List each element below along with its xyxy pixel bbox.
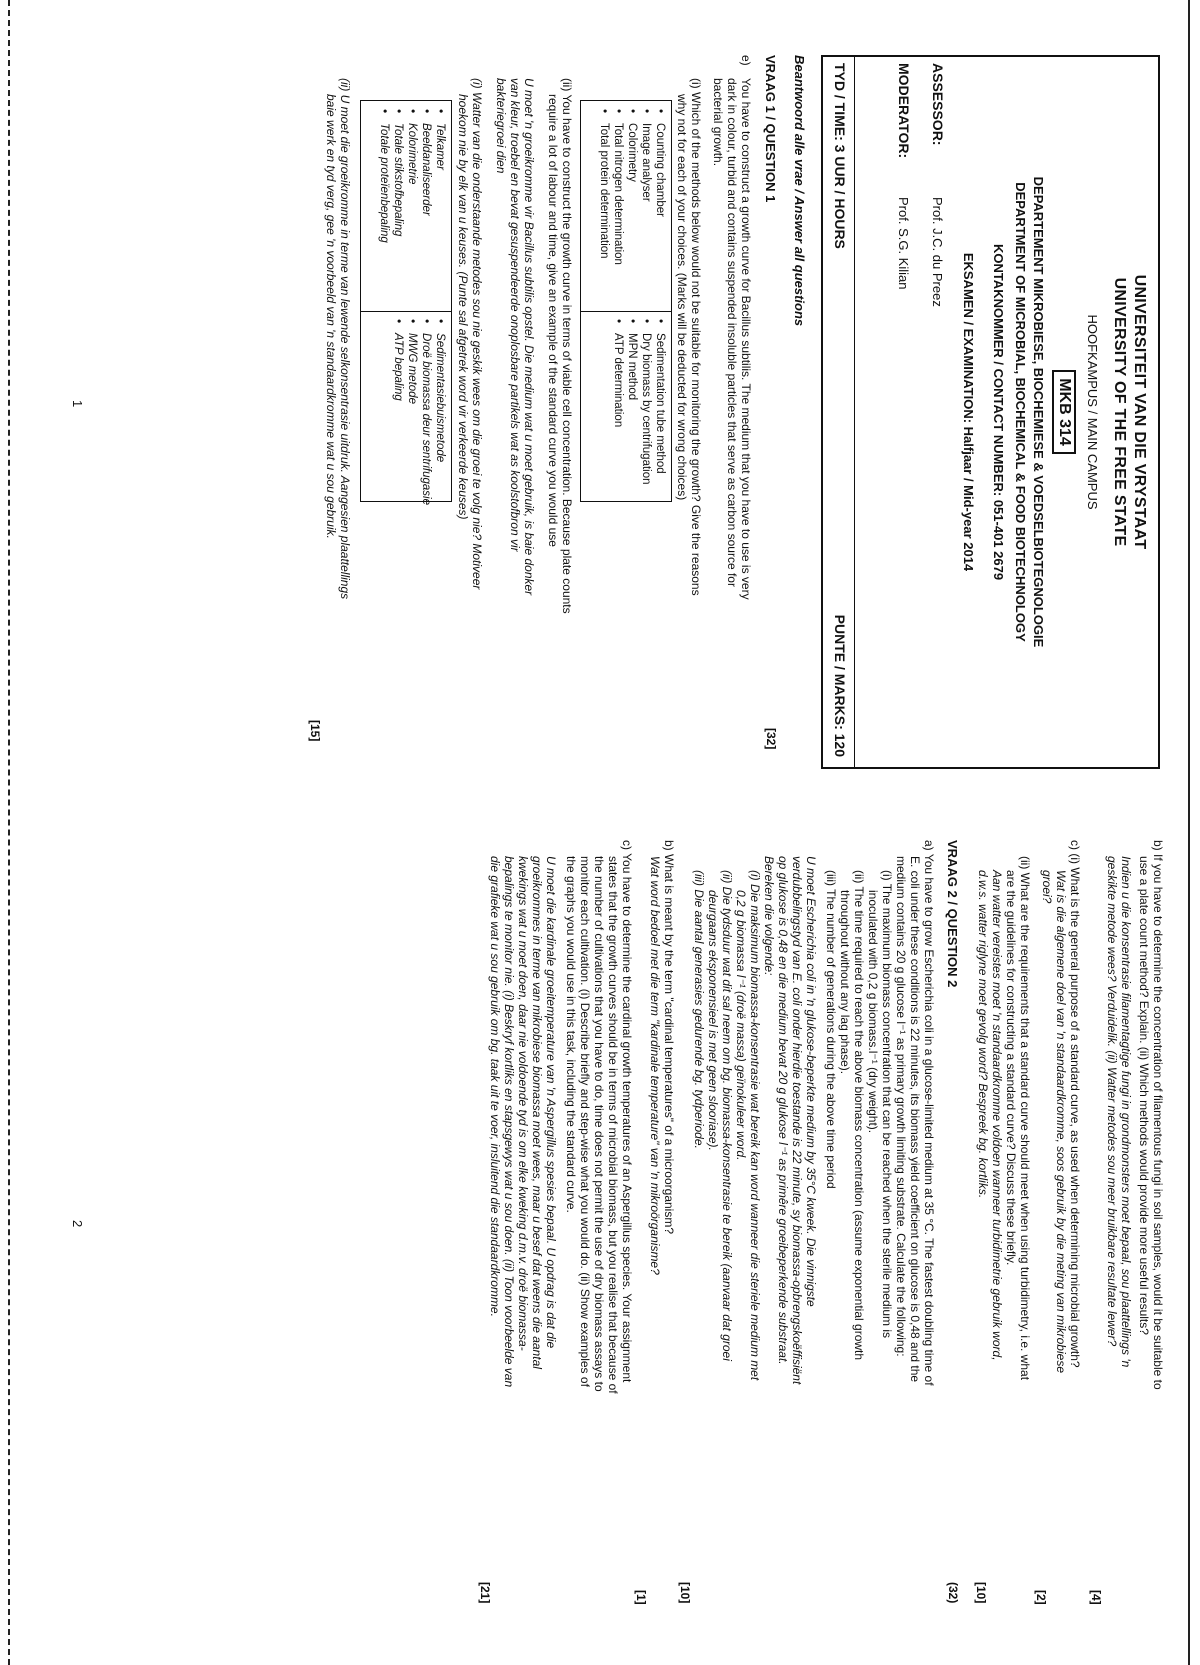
- q2c-line-1: c) You have to determine the cardinal growth temperatures of an Aspergillus species. Your assignment: [620, 840, 634, 1383]
- q1e-af-ii-line-1: (ii) U moet die groeikromme in terme van lewende selkonsentrasie uitdruk. Aangesien plaattellings: [338, 78, 352, 600]
- method-item: • Totale proteïenbepaling: [377, 109, 391, 243]
- method-item: • Colorimetry: [625, 109, 639, 265]
- p2-b-line-2: use a plate count method? Explain. (ii) Which methods would provide more useful results?: [1137, 856, 1151, 1335]
- p2-c-ii-marks: [10]: [974, 1582, 988, 1604]
- q1e-af-line-2: van kleur, troebel en bevat gesuspendeerde onoplosbare partikels wat as koolstofbron vir: [508, 78, 522, 552]
- q2c-line-4: monitor each cultivation. (i) Describe briefly and step-wise what you would do. (ii) Show examples of: [578, 856, 592, 1387]
- q1e-af-line-1: U moet 'n groeikromme vir Bacillus subtilis opstel. Die medium wat u moet gebruik, is baie donker: [522, 78, 536, 596]
- header-divider: [854, 57, 855, 767]
- p2-c-line-3: groei?: [1040, 870, 1054, 904]
- question-2-marks: (32): [946, 1582, 960, 1604]
- examination: EKSAMEN / EXAMINATION: Halfjaar / Mid-year 2014: [961, 252, 976, 572]
- q2c-line-10: die grafieke wat u sou gebruik om bg. taak uit te voer, insluitend die standaardkromme.: [488, 856, 502, 1317]
- p2-b-marks: [4]: [1089, 1590, 1103, 1605]
- instructions: Beantwoord alle vrae / Answer all questions: [792, 55, 807, 327]
- department-af: DEPARTEMENT MIKROBIESE, BIOCHEMIESE & VOEDSELBIOTEGNOLOGIE: [1031, 176, 1046, 648]
- method-item: • MPN method: [625, 319, 639, 485]
- p2-c-i-marks: [2]: [1034, 1590, 1048, 1605]
- q2a-line-11: op glukose is 0,48 en die medium bevat 20 g glukose l⁻¹ as primêre groeibeperkende substraat.: [776, 856, 790, 1365]
- exam-page-1: [0, 0, 1200, 820]
- q2a-line-6: (ii) The time required to reach the above biomass concentration (assume exponential growth: [852, 870, 866, 1361]
- q1e-i-line-1: (i) Which of the methods below would not be suitable for monitoring the growth? Give the reasons: [689, 78, 703, 596]
- department-en: DEPARTMENT OF MICROBIAL, BIOCHEMICAL & FOOD BIOTECHNOLOGY: [1013, 182, 1028, 642]
- assessor-label: ASSESSOR:: [930, 63, 946, 146]
- q2a-line-8: (iii) The number of generations during the above time period: [824, 870, 838, 1189]
- method-item: • Total protein determination: [597, 109, 611, 265]
- q2c-marks: [21]: [478, 1582, 492, 1604]
- method-item: • Image analyser: [639, 109, 653, 265]
- q2a-line-4: (i) The maximum biomass concentration that can be reached when the sterile medium is: [880, 870, 894, 1338]
- q2b-marks: [1]: [634, 1590, 648, 1605]
- module-code: MKB 314: [1052, 370, 1076, 454]
- method-item: • Kolorimetrie: [405, 109, 419, 243]
- p2-b-af-line-2: geskikte metode wees? Verduidelik. (ii) Watter metodes sou meer bruikbare resultate lewer?: [1105, 856, 1119, 1347]
- methods-table-af: [360, 100, 452, 505]
- q2c-line-8: kwekings wat u moet doen, daar nie voldoende tyd is om elke kweking d.m.v. droë biomassa-: [516, 856, 530, 1351]
- q1e-ii-line-2: require a lot of labour and time, give an example of the standard curve you would use: [546, 94, 560, 547]
- q2a-line-15: (ii) Die tydsduur wat dit sal neem om bg. biomassa-konsentrasie te bereik (aanvaar dat groei: [720, 870, 734, 1361]
- q2c-line-2: states that the growth curves should be in terms of microbial biomass, but you realise that because of: [606, 856, 620, 1394]
- method-item: • Total nitrogen determination: [611, 109, 625, 265]
- method-item: • ATP bepaling: [391, 319, 405, 505]
- question-1-marks: [32]: [764, 728, 778, 750]
- q2a-line-2: E. coli under these conditions is 22 minutes, its biomass yield coefficient on glucose is 0,48 and the: [908, 856, 922, 1383]
- assessor-name: Prof. J.C. du Preez: [930, 197, 945, 307]
- exam-header-box: [821, 55, 1160, 769]
- q2a-line-7: throughout without any lag phase).: [838, 890, 852, 1075]
- p2-b-line-1: b) If you have to determine the concentration of filamentous fungi in soil samples, would it be suitable to: [1151, 840, 1165, 1390]
- method-item: • Sedimentation tube method: [653, 319, 667, 485]
- q1e-line-3: bacterial growth.: [711, 78, 725, 167]
- q2c-line-7: groeikrommes in terme van mikrobiese biomassa moet wees, maar u besef dat weens die aantal: [530, 856, 544, 1369]
- p2-c-ii-line-1: (ii) What are the requirements that a standard curve should meet when using turbidimetry, i.e. what: [1018, 856, 1032, 1381]
- p2-c-line-1: c) (i) What is the general purpose of a standard curve, as used when determining microbial growth?: [1068, 840, 1082, 1368]
- page-number-1: 1: [70, 400, 85, 408]
- q1e-af-i-line-1: (i) Watter van die onderstaande metodes sou nie geskik wees om die groei te volg nie? Motiveer: [470, 78, 484, 590]
- q2c-line-5: the graphs you would use in this task, including the standard curve.: [564, 856, 578, 1213]
- q2a-line-5: inoculated with 0,2 g biomass.l⁻¹ (dry weight).: [866, 890, 880, 1134]
- contact-number: KONTAKNOMMER / CONTACT NUMBER: 051-401 2679: [991, 243, 1006, 581]
- q2c-line-3: the number of cultivations that you have to do, time does not permit the use of dry biomass assays to: [592, 856, 606, 1392]
- q2b-line-1: b) What is meant by the term "cardinal temperatures" of a microorganism?: [662, 840, 676, 1235]
- q1e-line-1: You have to construct a growth curve for Bacillus subtilis. The medium that you have to use is very: [739, 78, 753, 600]
- question-1-title: VRAAG 1 / QUESTION 1: [763, 55, 778, 203]
- question-2-title: VRAAG 2 / QUESTION 2: [945, 840, 960, 988]
- q2a-line-10: verdubbelingstyd van E. coli onder hierdie toestande is 22 minute, sy biomassa-opbrengskoëffisiënt: [790, 856, 804, 1385]
- q2c-line-9: bepalings te monitor nie. (i) Beskryf kortliks en stapsgewys wat u sou doen. (ii) Toon voorbeelde van: [502, 856, 516, 1388]
- methods-af-left: [377, 109, 447, 243]
- q1e-af-i-line-2: hoekom nie by elk van u keuses. (Punte sal afgetrek word vir verkeerde keuses): [456, 94, 470, 520]
- p2-c-ii-line-3: Aan watter vereistes moet 'n standaardkromme voldoen wanneer turbidimetrie gebruik word,: [990, 870, 1004, 1361]
- q2a-line-1: a) You have to grow Escherichia coli in a glucose-limited medium at 35 °C. The fastest doubling time of: [922, 840, 936, 1386]
- module-code-wrap: [1052, 57, 1076, 767]
- campus: HOOFKAMPUS / MAIN CAMPUS: [1085, 314, 1100, 510]
- q2a-line-16: deurgaans eksponensieel is met geen slooriase).: [706, 890, 720, 1151]
- method-item: • MWG metode: [405, 319, 419, 505]
- q1e-i-line-2: why not for each of your choices. (Marks will be deducted for wrong choices): [675, 94, 689, 501]
- methods-af-right: [391, 319, 447, 505]
- page-number-2: 2: [70, 1220, 85, 1228]
- q1e-af-line-3: bakteriegroei dien: [494, 78, 508, 174]
- q2a-line-3: medium contains 20 g glucose l⁻¹ as primary growth limiting substrate. Calculate the following:: [894, 856, 908, 1357]
- table-divider: [361, 311, 451, 312]
- method-item: • Droë biomassa deur sentrifugasie: [419, 319, 433, 505]
- method-item: • Counting chamber: [653, 109, 667, 265]
- q2a-marks: [10]: [678, 1582, 692, 1604]
- q2a-line-9: U moet Escherichia coli in 'n glukose-beperkte medium by 35°C kweek. Die vinnigste: [804, 856, 818, 1307]
- q2c-line-6: U moet die kardinale groeitemperature van 'n Aspergillus spesies bepaal. U opdrag is dat die: [544, 856, 558, 1349]
- p2-c-ii-line-4: d.w.s. watter riglyne moet gevolg word? Bespreek bg. kortliks.: [976, 870, 990, 1199]
- q1e-line-2: dark in colour, turbid and contains suspended insoluble particles that serve as carbon source for: [725, 78, 739, 587]
- p2-b-af-line-1: Indien u die konsentrasie filamentagtige fungi in grondmonsters moet bepaal, sou plaattellings 'n: [1119, 856, 1133, 1368]
- methods-table-en: [580, 100, 672, 502]
- q1e-af-ii-line-2: baie werk en tyd verg, gee 'n voorbeeld van 'n standaardkromme wat u sou gebruik.: [324, 94, 338, 539]
- q2a-line-12: Bereken die volgende:: [762, 856, 776, 976]
- q2b-line-2: Wat word bedoel met die term "kardinale temperature" van 'n mikroörganisme?: [648, 856, 662, 1275]
- methods-en-left: [597, 109, 667, 265]
- methods-en-right: [611, 319, 667, 485]
- method-item: • Telkamer: [433, 109, 447, 243]
- moderator-label: MODERATOR:: [896, 63, 912, 159]
- method-item: • Beeldanaliseerder: [419, 109, 433, 243]
- q2a-line-14: 0,2 g biomassa l⁻¹ (droë massa) geïnokuleer word.: [734, 890, 748, 1161]
- q1e-marks: [15]: [308, 720, 322, 742]
- exam-duration: TYD / TIME: 3 UUR / HOURS: [832, 63, 848, 249]
- moderator-name: Prof. S.G. Kilian: [896, 197, 911, 290]
- q2a-line-13: (i) Die maksimum biomassa-konsentrasie wat bereik kan word wanneer die steriele medium met: [748, 870, 762, 1381]
- method-item: • Totale stikstofbepaling: [391, 109, 405, 243]
- university-name-en: UNIVERSITY OF THE FREE STATE: [1111, 277, 1128, 547]
- method-item: • Dry biomass by centrifugation: [639, 319, 653, 485]
- university-name-af: UNIVERSITEIT VAN DIE VRYSTAAT: [1131, 274, 1148, 550]
- q2a-line-17: (iii) Die aantal generasies gedurende bg. tydperiode.: [692, 870, 706, 1149]
- method-item: • ATP determination: [611, 319, 625, 485]
- method-item: • Sedimentasiebuismetode: [433, 319, 447, 505]
- exam-page-2: [0, 830, 1200, 1650]
- table-divider: [581, 311, 671, 312]
- p2-c-line-2: Wat is die algemene doel van 'n standaardkromme, soos gebruik by die meting van mikrobiese: [1054, 870, 1068, 1373]
- total-marks: PUNTE / MARKS: 120: [832, 614, 848, 757]
- p2-c-ii-line-2: are the guidelines for constructing a standard curve? Discuss these briefly.: [1004, 870, 1018, 1266]
- q1e-label: e): [739, 55, 753, 66]
- q1e-ii-line-1: (ii) You have to construct the growth curve in terms of viable cell concentration. Because plate counts: [560, 78, 574, 614]
